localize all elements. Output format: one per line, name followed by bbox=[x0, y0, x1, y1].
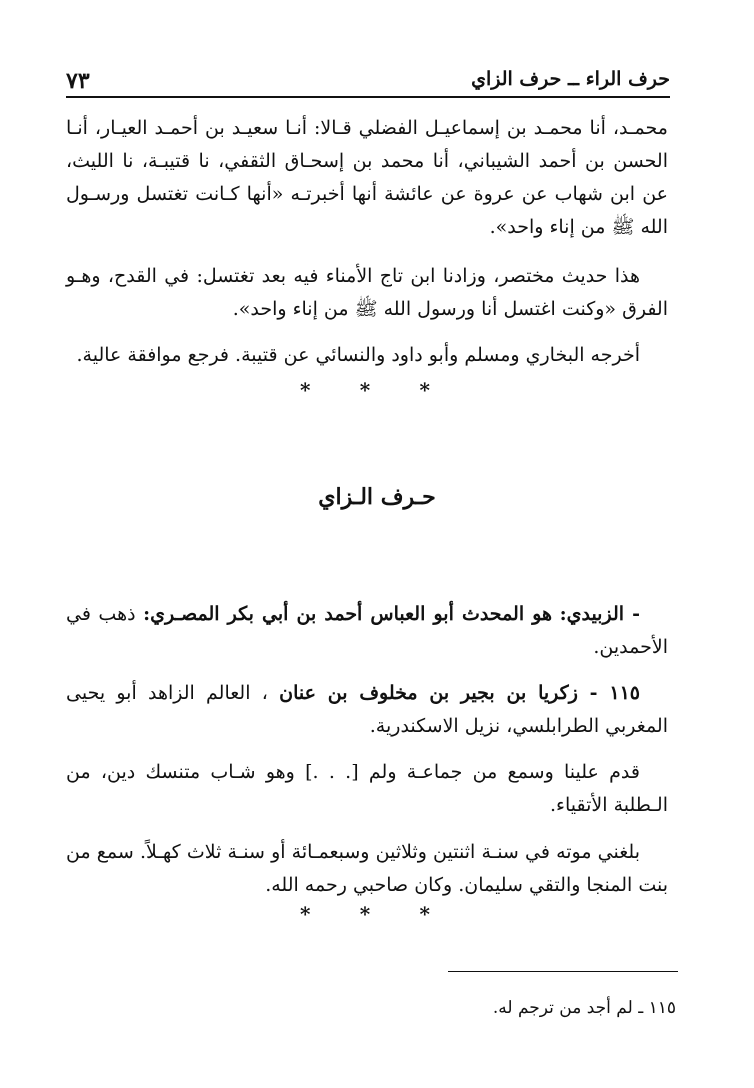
star-mark: * bbox=[300, 378, 311, 402]
star-mark: * bbox=[419, 378, 430, 402]
entry-zakariya-name: ١١٥ - زكريا بن بجير بن مخلوف بن عنان bbox=[279, 682, 641, 704]
entry-zakariya bbox=[66, 677, 668, 743]
separator-stars-bottom bbox=[300, 902, 430, 926]
separator-stars-top bbox=[300, 378, 430, 402]
star-mark: * bbox=[419, 902, 430, 926]
paragraph-death: بلغني موته في سنـة اثنتين وثلاثين وسبعمـائة أو سنـة ثلاث كهـلاً. سمع من بنت المنجا والتقي سليمان. وكان صاحبي رحمه الله. bbox=[66, 841, 668, 896]
paragraph-hadith-note: هذا حديث مختصر، وزادنا ابن تاج الأمناء فيه بعد تغتسل: في القدح، وهـو الفرق «وكنت اغتسل أنا ورسول الله ﷺ من إناء واحد». bbox=[66, 265, 668, 320]
paragraph-takhrij: أخرجه البخاري ومسلم وأبو داود والنسائي عن قتيبة. فرجع موافقة عالية. bbox=[76, 344, 640, 366]
star-mark: * bbox=[300, 902, 311, 926]
entry-zakariya-rest: ، العالم الزاهد أبو يحيى المغربي الطرابلسي، نزيل الاسكندرية. bbox=[66, 682, 668, 737]
paragraph-isnad: محمـد، أنا محمـد بن إسماعيـل الفضلي قـالا: أنـا سعيـد بن أحمـد العيـار، أنـا الحسن بن أحمد الشيباني، أنا محمد بن إسحـاق الثقفي، نا قتيبـة، نا الليث، عن ابن شهاب عن عروة عن عائشة أنها أخبرتـه «أنها كـانت تغتسل ورسـول الله ﷺ من إناء واحد». bbox=[66, 117, 668, 238]
running-title: حرف الراء ــ حرف الزاي bbox=[471, 68, 670, 90]
section-heading: حـرف الـزاي bbox=[318, 484, 436, 510]
paragraph-arrival: قدم علينا وسمع من جماعـة ولم [. . .] وهو شـاب متنسك دين، من الـطلبة الأتقياء. bbox=[66, 761, 668, 816]
entry-zubaydi bbox=[66, 598, 668, 664]
running-header bbox=[66, 62, 670, 98]
footnote-rule bbox=[448, 971, 678, 972]
entry-zubaydi-lead: - الزبيدي: bbox=[559, 603, 641, 625]
entry-zubaydi-rest: ذهب في الأحمدين. bbox=[66, 603, 668, 658]
star-mark: * bbox=[359, 902, 371, 926]
entry-zubaydi-name: هو المحدث أبو العباس أحمد بن أبي بكر المصـري: bbox=[143, 603, 553, 625]
footnote: ١١٥ ـ لم أجد من ترجم له. bbox=[492, 998, 676, 1018]
star-mark: * bbox=[359, 378, 371, 402]
page-number: ٧٣ bbox=[66, 68, 90, 94]
